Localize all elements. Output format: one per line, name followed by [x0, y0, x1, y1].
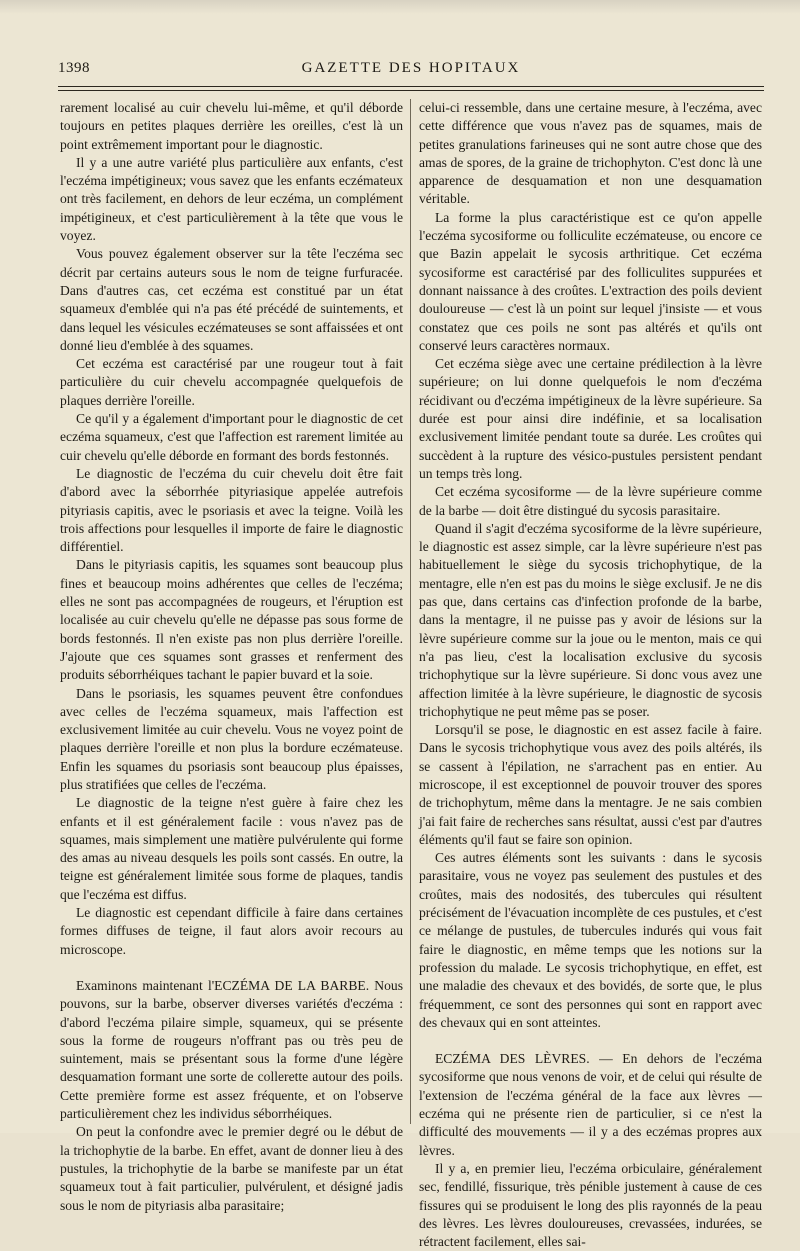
section-paragraph-levres: ECZÉMA DES LÈVRES. — En dehors de l'eczéma sycosiforme que nous venons de voir, et de celui qui résulte de l'extension de l'eczéma général de la face aux lèvres — eczéma qui ne présente rien de particulier, si ce n'est la difficulté des mouvements — il y a des eczémas propres aux lèvres. [419, 1051, 762, 1158]
paragraph: On peut la confondre avec le premier degré ou le début de la trichophytie de la barbe. En effet, avant de donner lieu à des pustules, la trichophytie de la barbe se manifeste par un état squameux tout à fait particulier, pulvérulent, et désigné jadis sous le nom de pityriasis alba parasitaire; [60, 1124, 403, 1213]
paragraph: La forme la plus caractéristique est ce qu'on appelle l'eczéma sycosiforme ou folliculite eczémateuse, ou encore ce que Bazin appelait le sycosis arthritique. Cet eczéma sycosiforme est caractérisé par des folliculites suppurées et donnant naissance à des croûtes. L'extraction des poils devient douloureuse — c'est là un point sur lequel j'insiste — et vous constatez que ces poils ne sont pas altérés et qu'ils ont conservé leurs caractères normaux. [419, 209, 762, 353]
paragraph: Dans le psoriasis, les squames peuvent être confondues avec celles de l'eczéma squameux, mais l'affection est exclusivement limitée au cuir chevelu. Vous ne voyez point de plaques derrière l'oreille et non plus la bordure eczémateuse. Enfin les squames du psoriasis sont beaucoup plus épaisses, plus stratifiées que celles de l'eczéma. [60, 685, 403, 792]
paragraph: Cet eczéma sycosiforme — de la lèvre supérieure comme de la barbe — doit être distingué du sycosis parasitaire. [419, 484, 762, 518]
paragraph: Il y a une autre variété plus particulière aux enfants, c'est l'eczéma impétigineux; vous savez que les enfants eczémateux ont très facilement, en dehors de leur eczéma, un complément impétigineux, et c'est particulièrement à la tête que vous le voyez. [60, 154, 403, 244]
right-column [419, 99, 762, 1251]
paragraph: Cet eczéma siège avec une certaine prédilection à la lèvre supérieure; on lui donne quelquefois le nom d'eczéma récidivant ou d'eczéma impétigineux de la lèvre supérieure. Sa durée est pour ainsi dire indéfinie, et sa localisation exclusivement limitée pendant toute sa durée. Les croûtes qui succèdent à la rupture des vésico-pustules persistent pendant un temps très long. [419, 356, 762, 481]
paragraph: Quand il s'agit d'eczéma sycosiforme de la lèvre supérieure, le diagnostic est assez simple, car la lèvre supérieure n'est pas habituellement le siège du sycosis trichophytique, de la mentagre, elle n'en est pas du moins le siège exclusif. Je ne dis pas que, dans certains cas d'infection profonde de la barbe, dans la mentagre, il ne puisse pas y avoir de lésions sur la lèvre supérieure comme sur la joue ou le menton, mais ce qui n'a pas lieu, c'est la localisation exclusive du sycosis trichophytique sur la lèvre supérieure. Si donc vous avez une affection limitée à la lèvre supérieure, le diagnostic de sycosis trichophytique ne peut même pas se poser. [419, 520, 762, 719]
paragraph: Ces autres éléments sont les suivants : dans le sycosis parasitaire, vous ne voyez pas seulement des pustules et des croûtes, mais des nodosités, des tubercules qui résultent précisément de l'évacuation incomplète de ces pustules, et c'est ce mélange de pustules, de tubercules indurés qui vous fait faire le diagnostic, en même temps que les notions sur la profession du malade. Le sycosis trichophytique, en effet, est une maladie des chevaux et des bovidés, de sorte que, le plus fréquemment, ce sont des personnes qui sont en rapport avec des chevaux qui en sont atteintes. [419, 850, 762, 1030]
paragraph: Le diagnostic de la teigne n'est guère à faire chez les enfants et il est généralement facile : vous n'avez pas de squames, mais simplement une matière pulvérulente qui forme des amas au niveau desquels les poils sont cassés. En outre, la teigne est généralement limitée sous forme de plaques, tandis que l'eczéma est diffus. [60, 795, 403, 902]
paragraph: celui-ci ressemble, dans une certaine mesure, à l'eczéma, avec cette différence que vous n'avez pas de squames, mais de petites granulations farineuses qui ne sont autre chose que des amas de spores, de la graine de trichophyton. C'est donc là une apparence de desquamation et non une desquamation véritable. [419, 100, 762, 207]
section-paragraph-barbe: Examinons maintenant l'ECZÉMA DE LA BARBE. Nous pouvons, sur la barbe, observer diverses variétés d'eczéma : d'abord l'eczéma pilaire simple, squameux, qui se présente sous la forme de rougeurs n'offrant pas ou très peu de suintement, mais se présentant sous la forme d'une légère desquamation formant une sorte de collerette autour des poils. Cette première forme est assez fréquente, et on l'observe particulièrement chez les individus séborrhéiques. [60, 977, 403, 1122]
paragraph: Ce qu'il y a également d'important pour le diagnostic de cet eczéma squameux, c'est que l'affection est rarement limitée au cuir chevelu qu'elle déborde en formant des bords festonnés. [60, 411, 403, 463]
column-divider [410, 99, 411, 1124]
header-rule-top [58, 86, 764, 87]
page-header [58, 56, 764, 82]
paragraph: Il y a, en premier lieu, l'eczéma orbiculaire, généralement sec, fendillé, fissurique, très pénible justement à cause de ces fissures qui se produisent le long des plis rayonnés de la peau des lèvres. Les lèvres douloureuses, crevassées, indurées, se rétractent facilement, elles sai- [419, 1160, 762, 1250]
paragraph: Dans le pityriasis capitis, les squames sont beaucoup plus fines et beaucoup moins adhérentes que celles de l'eczéma; elles ne sont pas accompagnées de rougeurs, et l'éruption est localisée au cuir chevelu qu'elle ne dépasse pas sous forme de bords festonnés. Il n'en existe pas non plus derrière l'oreille. J'ajoute que ces squames sont grasses et renferment des produits séborrhéiques tachant le papier buvard et la soie. [60, 557, 403, 683]
header-rule-bottom [58, 90, 764, 91]
paragraph: rarement localisé au cuir chevelu lui-même, et qu'il déborde toujours en petites plaques derrière les oreilles, c'est là un point extrêmement important pour le diagnostic. [60, 100, 403, 152]
paragraph: Vous pouvez également observer sur la tête l'eczéma sec décrit par certains auteurs sous le nom de teigne furfuracée. Dans d'autres cas, cet eczéma est constitué par un état squameux d'emblée qui n'a pas été précédé de suintements, et dans lequel les vésicules eczémateuses se sont affaissées et ont donné lieu d'emblée à des squames. [60, 246, 403, 353]
paragraph: Le diagnostic de l'eczéma du cuir chevelu doit être fait d'abord avec la séborrhée pityriasique appelée autrefois pityriasis capitis, avec le psoriasis et avec la teigne. Voilà les trois affections pour lesquelles il importe de faire le diagnostic différentiel. [60, 465, 403, 555]
journal-title: GAZETTE DES HOPITAUX [301, 60, 521, 76]
paragraph: Le diagnostic est cependant difficile à faire dans certaines formes diffuses de teigne, il faut alors avoir recours au microscope. [60, 905, 403, 957]
paragraph: Lorsqu'il se pose, le diagnostic en est assez facile à faire. Dans le sycosis trichophytique vous avez des poils altérés, ils se cassent à l'épilation, ne s'arrachent pas en entier. Au microscope, il est exceptionnel de pouvoir trouver des spores de trichophytum, même dans la mentagre. Je ne sais combien j'ai fait faire de recherches sans résultat, aussi c'est par d'autres éléments qu'il faut se faire son opinion. [419, 722, 762, 847]
left-column [60, 99, 403, 1215]
paragraph: Cet eczéma est caractérisé par une rougeur tout à fait particulière du cuir chevelu accompagnée quelquefois de plaques derrière l'oreille. [60, 356, 403, 408]
page-number: 1398 [58, 60, 90, 76]
